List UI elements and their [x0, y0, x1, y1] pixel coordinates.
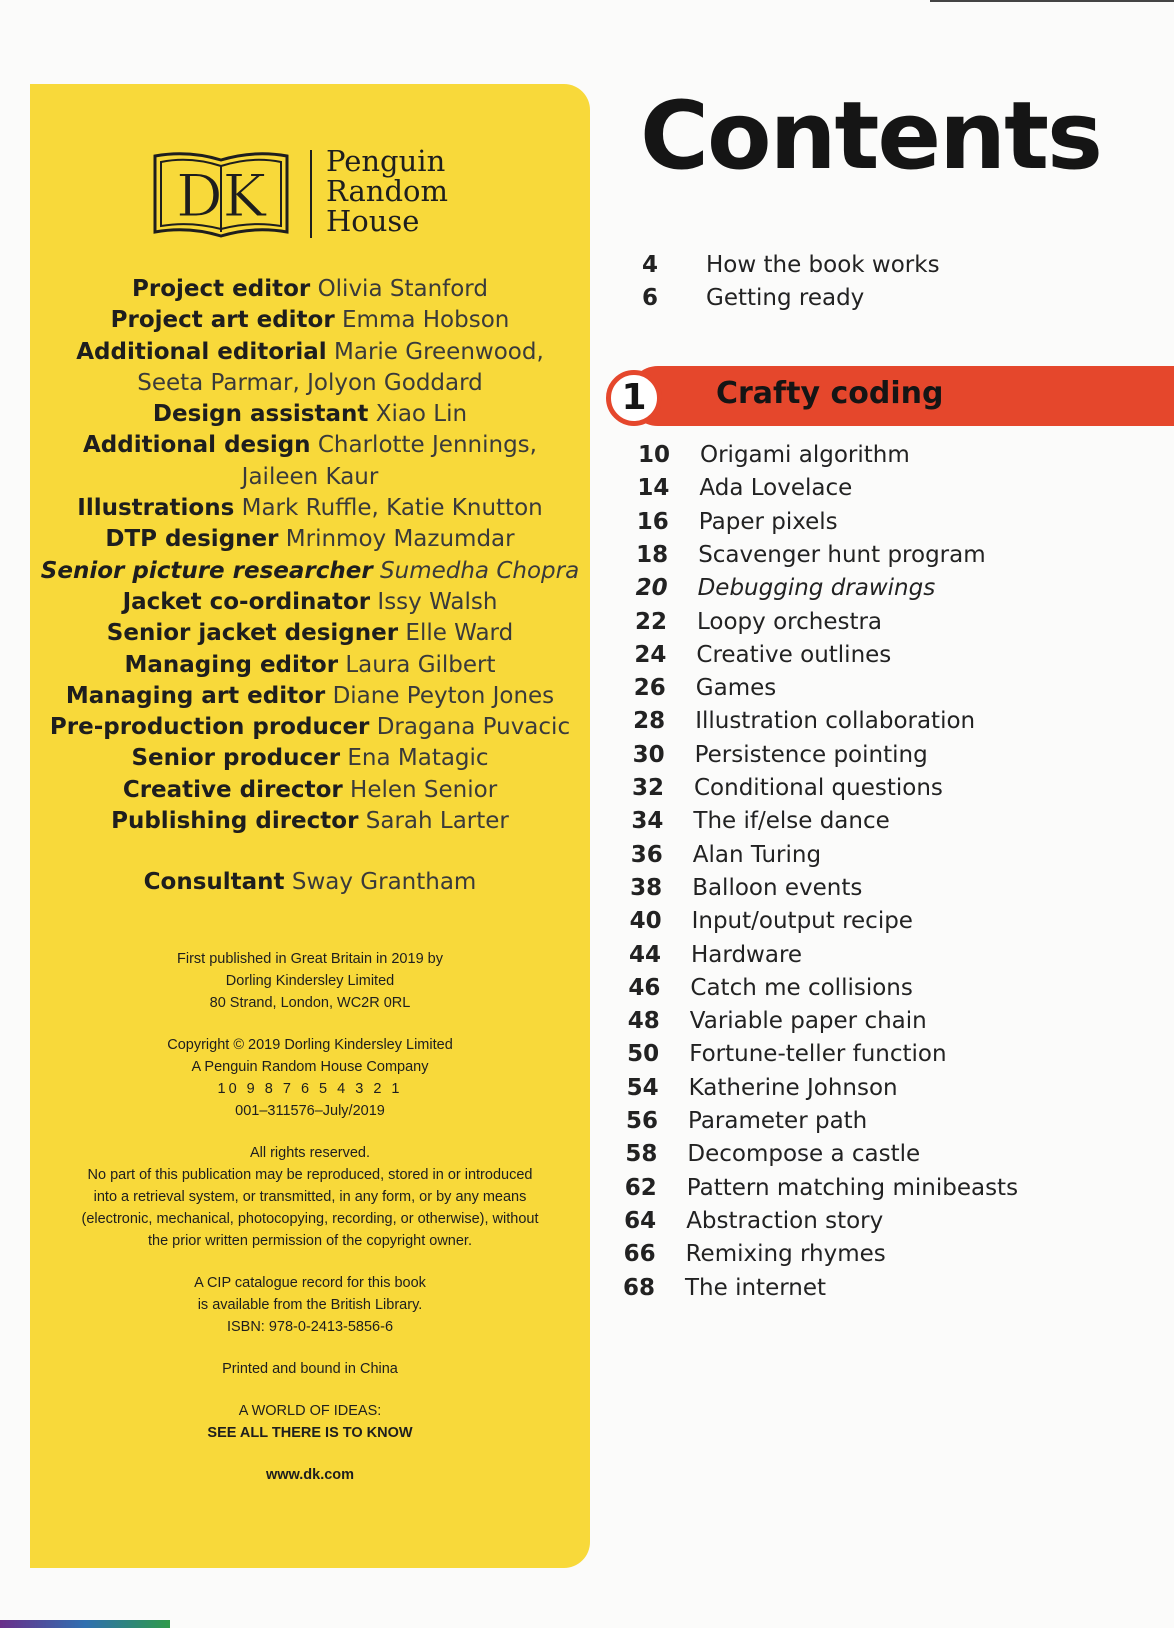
credit-role: Illustrations: [77, 495, 235, 522]
credit-role: Design assistant: [152, 401, 369, 428]
toc-entry[interactable]: [630, 541, 986, 568]
toc-page-number: 24: [634, 641, 667, 668]
imprint-line: Dorling Kindersley Limited: [225, 973, 395, 989]
toc-entry[interactable]: [627, 708, 976, 735]
credit-line: [30, 806, 590, 837]
credit-line-continued: [30, 462, 590, 493]
toc-entry[interactable]: [618, 1241, 886, 1268]
credit-role: Senior producer: [131, 745, 341, 772]
credits-list: [30, 274, 590, 899]
credit-name: Xiao Lin: [375, 401, 468, 428]
toc-page-number: 30: [632, 741, 665, 768]
credit-name: Issy Walsh: [377, 588, 498, 615]
toc-entry[interactable]: [624, 874, 863, 901]
credit-name: Sarah Larter: [365, 808, 509, 835]
toc-page-number: 28: [633, 708, 666, 735]
toc-entry[interactable]: [625, 841, 822, 868]
chapter-number-badge: 1: [606, 370, 662, 426]
toc-title: Catch me collisions: [690, 974, 913, 1001]
toc-title: Input/output recipe: [691, 908, 913, 935]
credit-line: [30, 274, 590, 305]
credit-name: Jaileen Kaur: [241, 463, 379, 490]
toc-entry[interactable]: [630, 575, 936, 602]
toc-entry[interactable]: [625, 808, 890, 835]
toc-page-number: 46: [628, 974, 661, 1001]
toc-entry[interactable]: [620, 252, 940, 278]
toc-page-number: 64: [624, 1207, 657, 1234]
toc-page-number: 4: [641, 252, 658, 278]
credit-name: Emma Hobson: [342, 307, 510, 334]
imprint-line: (electronic, mechanical, photocopying, recording, or otherwise), without: [81, 1211, 539, 1227]
credit-role: DTP designer: [105, 526, 279, 553]
toc-title: The internet: [685, 1274, 827, 1301]
credit-name: Olivia Stanford: [317, 276, 488, 302]
consultant-line: [30, 867, 590, 898]
cip-block: [30, 1272, 590, 1338]
toc-page-number: 48: [627, 1008, 660, 1035]
penguin-random-house-wordmark: [326, 146, 448, 236]
toc-page-number: 44: [628, 941, 661, 968]
toc-title: Remixing rhymes: [685, 1241, 886, 1268]
toc-title: Alan Turing: [692, 841, 822, 868]
credit-line-continued: [30, 368, 590, 399]
credit-name: Charlotte Jennings,: [317, 432, 537, 459]
toc-page-number: 56: [625, 1108, 658, 1134]
isbn: ISBN: 978-0-2413-5856-6: [226, 1319, 394, 1335]
credit-role: Creative director: [122, 776, 343, 803]
printed-block: [30, 1358, 590, 1380]
imprint-line: is available from the British Library.: [197, 1297, 423, 1313]
credit-line: [30, 650, 590, 681]
credit-line: [30, 524, 590, 555]
toc-entry[interactable]: [624, 908, 913, 935]
credit-name: Elle Ward: [405, 620, 514, 647]
credit-line: [30, 305, 590, 336]
imprint-line: 80 Strand, London, WC2R 0RL: [209, 995, 411, 1011]
toc-entry[interactable]: [619, 1141, 921, 1168]
rights-block: [30, 1142, 590, 1252]
toc-title: Parameter path: [688, 1108, 868, 1134]
toc-title: Decompose a castle: [687, 1141, 921, 1168]
top-rule: [930, 0, 1174, 2]
toc-entry[interactable]: [628, 675, 777, 702]
toc-page-number: 38: [630, 874, 663, 901]
toc-page-number: 22: [634, 608, 667, 635]
publisher-logo: [152, 146, 472, 246]
toc-title: Debugging drawings: [697, 575, 936, 602]
copyright-block: [30, 1034, 590, 1122]
credit-name: Dragana Puvacic: [376, 714, 571, 741]
toc-title: Fortune-teller function: [689, 1041, 947, 1068]
credit-role: Senior picture researcher: [40, 557, 373, 584]
toc-page-number: 20: [635, 575, 668, 602]
slogan-line: SEE ALL THERE IS TO KNOW: [207, 1425, 413, 1441]
dk-book-logo-icon: [152, 146, 290, 238]
toc-page-number: 6: [641, 285, 658, 311]
toc-page-number: 18: [636, 541, 669, 568]
toc-page-number: 32: [631, 775, 664, 801]
imprint-line: All rights reserved.: [249, 1145, 371, 1161]
slogan-line: A WORLD OF IDEAS:: [238, 1403, 382, 1419]
publisher-line: Random: [326, 174, 448, 208]
toc-page-number: 68: [622, 1274, 655, 1301]
toc-title: Balloon events: [692, 874, 863, 901]
credit-line: [30, 618, 590, 649]
toc-entry[interactable]: [620, 285, 865, 311]
toc-entry[interactable]: [621, 1074, 898, 1101]
toc-title: Ada Lovelace: [699, 475, 853, 502]
print-line: 10 9 8 7 6 5 4 3 2 1: [217, 1081, 403, 1097]
toc-entry[interactable]: [626, 775, 943, 801]
credit-line: [30, 587, 590, 618]
toc-entry[interactable]: [631, 475, 853, 502]
credit-role: Senior jacket designer: [106, 620, 399, 647]
toc-title: The if/else dance: [693, 808, 890, 835]
toc-entry[interactable]: [623, 941, 803, 968]
credit-role: Consultant: [143, 869, 285, 896]
imprint-line: A Penguin Random House Company: [191, 1059, 429, 1075]
toc-page-number: 36: [630, 841, 663, 868]
toc-title: Games: [695, 675, 777, 702]
credit-line: [30, 430, 590, 461]
toc-page-number: 16: [636, 508, 669, 535]
credit-name: Diane Peyton Jones: [332, 682, 555, 709]
toc-title: Hardware: [691, 941, 803, 968]
credit-name: Ena Matagic: [347, 745, 489, 772]
credit-role: Publishing director: [111, 808, 359, 835]
credit-role: Managing editor: [124, 651, 339, 678]
imprint-line: No part of this publication may be reproduced, stored in or introduced: [87, 1167, 533, 1183]
toc-title: Creative outlines: [696, 641, 892, 668]
website-block: [30, 1464, 590, 1486]
credit-role: Additional editorial: [76, 338, 327, 365]
toc-entry[interactable]: [627, 741, 928, 768]
credit-name: Mark Ruffle, Katie Knutton: [241, 495, 543, 522]
toc-entry[interactable]: [620, 1108, 868, 1134]
toc-entry[interactable]: [622, 974, 913, 1001]
colour-strip: [0, 1620, 170, 1628]
publisher-line: Penguin: [326, 144, 446, 178]
toc-entry[interactable]: [631, 508, 838, 535]
credit-line: [30, 681, 590, 712]
credit-line: [30, 712, 590, 743]
toc-entry[interactable]: [632, 442, 910, 468]
printed-line: Printed and bound in China: [222, 1361, 398, 1377]
credit-name: Laura Gilbert: [345, 651, 496, 678]
toc-page-number: 26: [633, 675, 666, 702]
toc-page-number: 34: [631, 808, 664, 835]
toc-entry[interactable]: [622, 1008, 927, 1035]
toc-title: Origami algorithm: [700, 442, 910, 468]
toc-page-number: 14: [637, 475, 670, 502]
credit-role: Additional design: [83, 432, 311, 459]
imprint-line: Copyright © 2019 Dorling Kindersley Limited: [167, 1037, 453, 1053]
toc-title: Persistence pointing: [694, 741, 928, 768]
logo-divider: [310, 150, 312, 238]
credit-role: Pre-production producer: [49, 714, 370, 741]
imprint-line: the prior written permission of the copyright owner.: [148, 1233, 472, 1249]
imprint-block: [30, 948, 590, 1506]
imprint-line: 001–311576–July/2019: [235, 1103, 385, 1119]
toc-page-number: 10: [637, 442, 670, 468]
toc-title: How the book works: [706, 252, 940, 278]
toc-title: Getting ready: [706, 285, 865, 311]
toc-entry[interactable]: [628, 641, 892, 668]
credit-role: Managing art editor: [65, 682, 326, 709]
credit-line: [30, 337, 590, 368]
credit-name: Seeta Parmar, Jolyon Goddard: [137, 369, 483, 396]
credit-name: Sway Grantham: [291, 869, 477, 896]
toc-page-number: 54: [626, 1074, 659, 1101]
toc-title: Illustration collaboration: [695, 708, 976, 735]
toc-entry[interactable]: [619, 1174, 1019, 1201]
toc-entry[interactable]: [617, 1274, 827, 1301]
toc-title: Scavenger hunt program: [698, 541, 986, 568]
toc-title: Loopy orchestra: [697, 608, 883, 635]
website-link[interactable]: www.dk.com: [265, 1467, 355, 1483]
imprint-line: A CIP catalogue record for this book: [194, 1275, 426, 1291]
toc-title: Abstraction story: [686, 1207, 884, 1234]
toc-title: Pattern matching minibeasts: [686, 1174, 1019, 1201]
credit-line: [30, 743, 590, 774]
toc-page-number: 40: [629, 908, 662, 935]
slogan-block: [30, 1400, 590, 1444]
credit-line: [30, 493, 590, 524]
contents-heading: Contents: [640, 82, 1101, 191]
toc-entry[interactable]: [629, 608, 883, 635]
toc-title: Conditional questions: [694, 775, 943, 801]
toc-page-number: 50: [627, 1041, 660, 1068]
toc-entry[interactable]: [618, 1207, 884, 1234]
imprint-line: into a retrieval system, or transmitted, in any form, or by any means: [93, 1189, 527, 1205]
dk-letters: DK: [176, 162, 266, 230]
toc-entry[interactable]: [621, 1041, 947, 1068]
published-block: [30, 948, 590, 1014]
chapter-title: Crafty coding: [716, 376, 944, 411]
toc-title: Variable paper chain: [689, 1008, 927, 1035]
toc-title: Paper pixels: [698, 508, 838, 535]
credit-name: Sumedha Chopra: [380, 557, 580, 584]
credit-line: [30, 775, 590, 806]
credit-name: Mrinmoy Mazumdar: [285, 526, 515, 553]
toc-page-number: 62: [624, 1174, 657, 1201]
credit-line: [30, 556, 590, 587]
imprint-line: First published in Great Britain in 2019 by: [177, 951, 443, 967]
credit-name: Helen Senior: [350, 776, 498, 803]
credit-role: Project editor: [132, 276, 311, 302]
credit-name: Marie Greenwood,: [334, 338, 544, 365]
credit-role: Jacket co-ordinator: [122, 588, 371, 615]
toc-page-number: 58: [625, 1141, 658, 1168]
credit-line: [30, 399, 590, 430]
publisher-line: House: [326, 204, 420, 238]
toc-page-number: 66: [623, 1241, 656, 1268]
credit-role: Project art editor: [110, 307, 335, 334]
toc-title: Katherine Johnson: [688, 1074, 898, 1101]
